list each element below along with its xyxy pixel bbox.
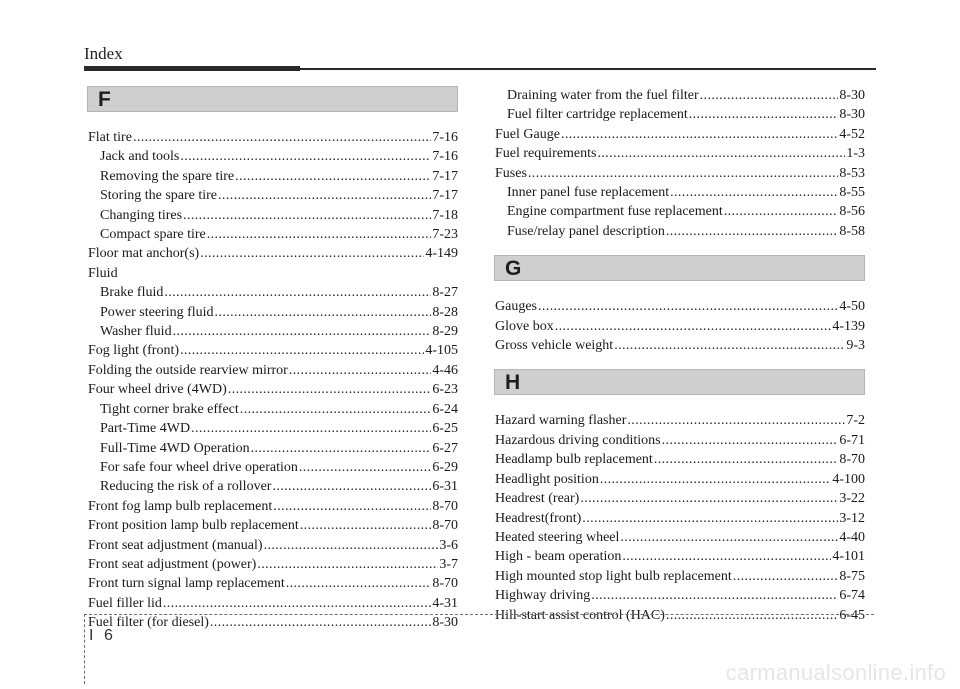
index-entry-label: Fuel filter (for diesel) — [88, 615, 209, 631]
index-entry — [88, 497, 458, 516]
section-header-f — [87, 86, 458, 112]
dot-leader — [228, 380, 432, 399]
dot-leader — [133, 128, 431, 147]
dot-leader — [600, 470, 832, 489]
dot-leader — [264, 536, 439, 555]
index-entry-page: 6-25 — [432, 421, 458, 437]
index-entry-label: Tight corner brake effect — [100, 401, 239, 417]
index-entry-page: 7-23 — [432, 227, 458, 243]
index-entry-page: 6-31 — [432, 479, 458, 495]
index-entry-label: Reducing the risk of a rollover — [100, 479, 272, 495]
index-entry-page: 1-3 — [846, 146, 865, 162]
dot-leader — [700, 86, 839, 105]
index-entry-label: Four wheel drive (4WD) — [88, 382, 227, 398]
page-header-title: Index — [84, 44, 123, 63]
footer-page-number: 6 — [104, 627, 113, 644]
index-entry-page: 4-50 — [839, 299, 865, 315]
index-entry — [495, 297, 865, 316]
dot-leader — [257, 555, 438, 574]
index-entry-page: 4-52 — [839, 126, 865, 142]
index-entry — [495, 86, 865, 105]
section-header-h — [494, 369, 865, 395]
index-entry-label: Storing the spare tire — [100, 188, 218, 204]
index-entry-label: Flat tire — [88, 130, 132, 145]
index-entry — [495, 144, 865, 163]
index-entry-page: 8-27 — [432, 285, 458, 301]
dot-leader — [538, 297, 838, 316]
dot-leader — [597, 144, 845, 163]
dot-leader — [210, 613, 431, 632]
index-entry — [88, 206, 458, 225]
index-entry-label: Changing tires — [100, 207, 183, 223]
index-entry-page: 7-16 — [432, 149, 458, 165]
dot-leader — [207, 225, 432, 244]
index-entry-label: Fuel filler lid — [88, 595, 162, 611]
dot-leader — [580, 489, 838, 508]
index-entry-label: Folding the outside rearview mirror — [88, 362, 288, 378]
index-entry-label: Highway driving — [495, 588, 591, 604]
section-letter-g: G — [505, 256, 522, 280]
index-entry — [495, 164, 865, 183]
dot-leader — [235, 167, 431, 186]
index-entry — [88, 341, 458, 360]
index-entry-page: 6-27 — [432, 440, 458, 456]
dot-leader — [666, 222, 838, 241]
index-entry-page: 8-30 — [432, 615, 458, 631]
index-entry — [88, 361, 458, 380]
footer-rule — [84, 614, 874, 616]
index-entry — [88, 516, 458, 535]
index-entry — [88, 322, 458, 341]
index-list-f — [88, 128, 458, 633]
index-entry — [88, 225, 458, 244]
index-entry-page: 4-31 — [432, 595, 458, 611]
index-entry-page: 8-70 — [839, 452, 865, 468]
index-entry-page: 4-40 — [839, 529, 865, 545]
index-entry — [495, 222, 865, 241]
index-entry-label: High mounted stop light bulb replacement — [495, 568, 732, 584]
index-entry-page: 8-70 — [432, 518, 458, 534]
index-entry-label: Front position lamp bulb replacement — [88, 518, 299, 534]
index-list-g — [495, 297, 865, 355]
dot-leader — [622, 547, 831, 566]
index-entry-label: Hazardous driving conditions — [495, 432, 661, 448]
index-entry-label: Removing the spare tire — [100, 168, 235, 184]
index-entry-label: High - beam operation — [495, 549, 622, 565]
index-entry-label: Heated steering wheel — [495, 529, 620, 545]
index-entry-label: Headrest (rear) — [495, 491, 580, 507]
index-entry-label: For safe four wheel drive operation — [100, 459, 298, 475]
dot-leader — [251, 439, 432, 458]
index-entry-page: 8-55 — [839, 185, 865, 201]
index-entry-label: Front turn signal lamp replacement — [88, 576, 285, 592]
index-entry-page: 8-30 — [839, 88, 865, 103]
index-entry — [88, 439, 458, 458]
index-entry — [495, 183, 865, 202]
index-entry — [88, 555, 458, 574]
footer-vertical-rule — [84, 614, 85, 684]
index-entry-page: 4-100 — [832, 471, 865, 487]
index-entry-label: Power steering fluid — [100, 304, 214, 320]
index-entry-page: 6-71 — [839, 432, 865, 448]
index-entry-label: Headlamp bulb replacement — [495, 452, 653, 468]
header-rule-thick — [84, 66, 300, 71]
index-entry — [495, 317, 865, 336]
index-entry-page: 6-24 — [432, 401, 458, 417]
index-entry-page: 6-29 — [432, 459, 458, 475]
index-entry-label: Front seat adjustment (manual) — [88, 537, 263, 553]
dot-leader — [183, 206, 431, 225]
index-entry-label: Fog light (front) — [88, 343, 179, 359]
dot-leader — [582, 509, 838, 528]
index-entry-page: 3-6 — [439, 537, 458, 553]
index-entry-label: Headlight position — [495, 471, 599, 487]
index-list-f-continued — [495, 86, 865, 241]
index-entry — [495, 567, 865, 586]
index-entry-page: 3-12 — [839, 510, 865, 526]
index-column-left — [88, 86, 458, 633]
header-rule-thin — [300, 68, 876, 70]
index-entry-page: 4-101 — [832, 549, 865, 565]
dot-leader — [215, 303, 432, 322]
dot-leader — [191, 419, 431, 438]
index-entry-page: 3-7 — [439, 556, 458, 572]
index-entry — [88, 574, 458, 593]
section-letter-f: F — [98, 87, 111, 111]
dot-leader — [614, 336, 845, 355]
dot-leader — [724, 202, 839, 221]
dot-leader — [300, 516, 432, 535]
footer-section-letter: I — [89, 627, 94, 644]
index-entry — [495, 411, 865, 430]
dot-leader — [200, 244, 424, 263]
index-entry-label: Fuel Gauge — [495, 126, 560, 142]
index-entry-page: 8-30 — [839, 107, 865, 123]
index-entry — [88, 283, 458, 302]
index-entry-label: Part-Time 4WD — [100, 421, 191, 437]
index-entry — [88, 400, 458, 419]
dot-leader — [654, 450, 839, 469]
index-entry-page: 6-74 — [839, 588, 865, 604]
index-entry-label: Compact spare tire — [100, 227, 206, 243]
index-entry-label: Front seat adjustment (power) — [88, 556, 257, 572]
dot-leader — [272, 477, 431, 496]
index-entry — [88, 264, 458, 283]
index-entry-page: 4-149 — [425, 246, 458, 262]
index-entry-label: Front fog lamp bulb replacement — [88, 498, 273, 514]
index-entry-page: 7-18 — [432, 207, 458, 223]
index-list-h — [495, 411, 865, 624]
index-entry-page: 8-28 — [432, 304, 458, 320]
index-entry — [88, 167, 458, 186]
dot-leader — [273, 497, 431, 516]
index-entry-page: 3-22 — [839, 491, 865, 507]
index-entry-label: Fuel filter cartridge replacement — [507, 107, 688, 123]
dot-leader — [662, 431, 839, 450]
dot-leader — [240, 400, 432, 419]
index-entry — [88, 536, 458, 555]
dot-leader — [591, 586, 838, 605]
index-entry — [495, 202, 865, 221]
index-entry-page: 7-16 — [432, 130, 458, 145]
index-entry — [495, 470, 865, 489]
watermark-text: carmanualsonline.info — [725, 660, 946, 685]
index-entry-page: 7-17 — [432, 188, 458, 204]
index-entry — [88, 303, 458, 322]
dot-leader — [561, 125, 838, 144]
index-entry — [495, 431, 865, 450]
index-entry-label: Fuse/relay panel description — [507, 223, 665, 239]
index-entry — [495, 125, 865, 144]
index-entry-page: 7-17 — [432, 168, 458, 184]
index-entry — [88, 380, 458, 399]
index-entry — [495, 489, 865, 508]
index-entry-label: Inner panel fuse replacement — [507, 185, 670, 201]
dot-leader — [218, 186, 431, 205]
index-entry — [88, 419, 458, 438]
index-entry-label: Gross vehicle weight — [495, 338, 614, 354]
dot-leader — [289, 361, 431, 380]
dot-leader — [163, 594, 431, 613]
index-entry-label: Engine compartment fuse replacement — [507, 204, 723, 220]
index-entry-page: 8-29 — [432, 324, 458, 340]
dot-leader — [180, 147, 431, 166]
dot-leader — [164, 283, 431, 302]
index-entry-page: 8-75 — [839, 568, 865, 584]
index-column-right — [495, 86, 865, 625]
index-entry-page: 7-2 — [846, 413, 865, 429]
index-entry-label: Brake fluid — [100, 285, 164, 301]
index-entry — [495, 336, 865, 355]
index-entry-page: 8-58 — [839, 223, 865, 239]
index-entry — [495, 547, 865, 566]
index-entry — [495, 450, 865, 469]
index-entry-page: 8-70 — [432, 498, 458, 514]
dot-leader — [528, 164, 838, 183]
dot-leader — [173, 322, 432, 341]
index-entry — [88, 186, 458, 205]
index-entry — [88, 458, 458, 477]
dot-leader — [299, 458, 431, 477]
section-header-g — [494, 255, 865, 281]
dot-leader — [180, 341, 424, 360]
index-entry — [495, 105, 865, 124]
index-entry-label: Fluid — [88, 265, 118, 281]
dot-leader — [620, 528, 838, 547]
index-entry-label: Full-Time 4WD Operation — [100, 440, 250, 456]
dot-leader — [689, 105, 839, 124]
index-entry — [88, 128, 458, 147]
index-entry — [88, 244, 458, 263]
index-entry-label: Draining water from the fuel filter — [507, 88, 699, 103]
index-entry-label: Glove box — [495, 318, 554, 334]
index-entry-page: 4-105 — [425, 343, 458, 359]
index-entry-label: Fuses — [495, 165, 527, 181]
index-entry-label: Fuel requirements — [495, 146, 597, 162]
index-entry — [495, 586, 865, 605]
index-entry-page: 6-45 — [839, 607, 865, 623]
index-entry-page: 4-139 — [832, 318, 865, 334]
index-entry-label: Washer fluid — [100, 324, 172, 340]
dot-leader — [286, 574, 432, 593]
index-entry — [88, 147, 458, 166]
index-entry-page: 8-53 — [839, 165, 865, 181]
index-entry-page: 6-23 — [432, 382, 458, 398]
index-entry-page: 4-46 — [432, 362, 458, 378]
dot-leader — [555, 317, 832, 336]
dot-leader — [670, 183, 838, 202]
index-entry-label: Hazard warning flasher — [495, 413, 627, 429]
index-entry — [88, 477, 458, 496]
index-entry — [88, 594, 458, 613]
section-letter-h: H — [505, 370, 521, 394]
dot-leader — [627, 411, 845, 430]
index-entry-page: 8-70 — [432, 576, 458, 592]
index-entry-page: 9-3 — [846, 338, 865, 354]
index-entry-label: Gauges — [495, 299, 537, 315]
index-entry-label: Floor mat anchor(s) — [88, 246, 200, 262]
index-entry — [88, 613, 458, 632]
index-entry-label: Hill-start assist control (HAC) — [495, 607, 665, 623]
index-entry-page: 8-56 — [839, 204, 865, 220]
index-entry-label: Jack and tools — [100, 149, 180, 165]
index-entry — [495, 528, 865, 547]
dot-leader — [733, 567, 839, 586]
index-entry-label: Headrest(front) — [495, 510, 582, 526]
index-entry — [495, 509, 865, 528]
